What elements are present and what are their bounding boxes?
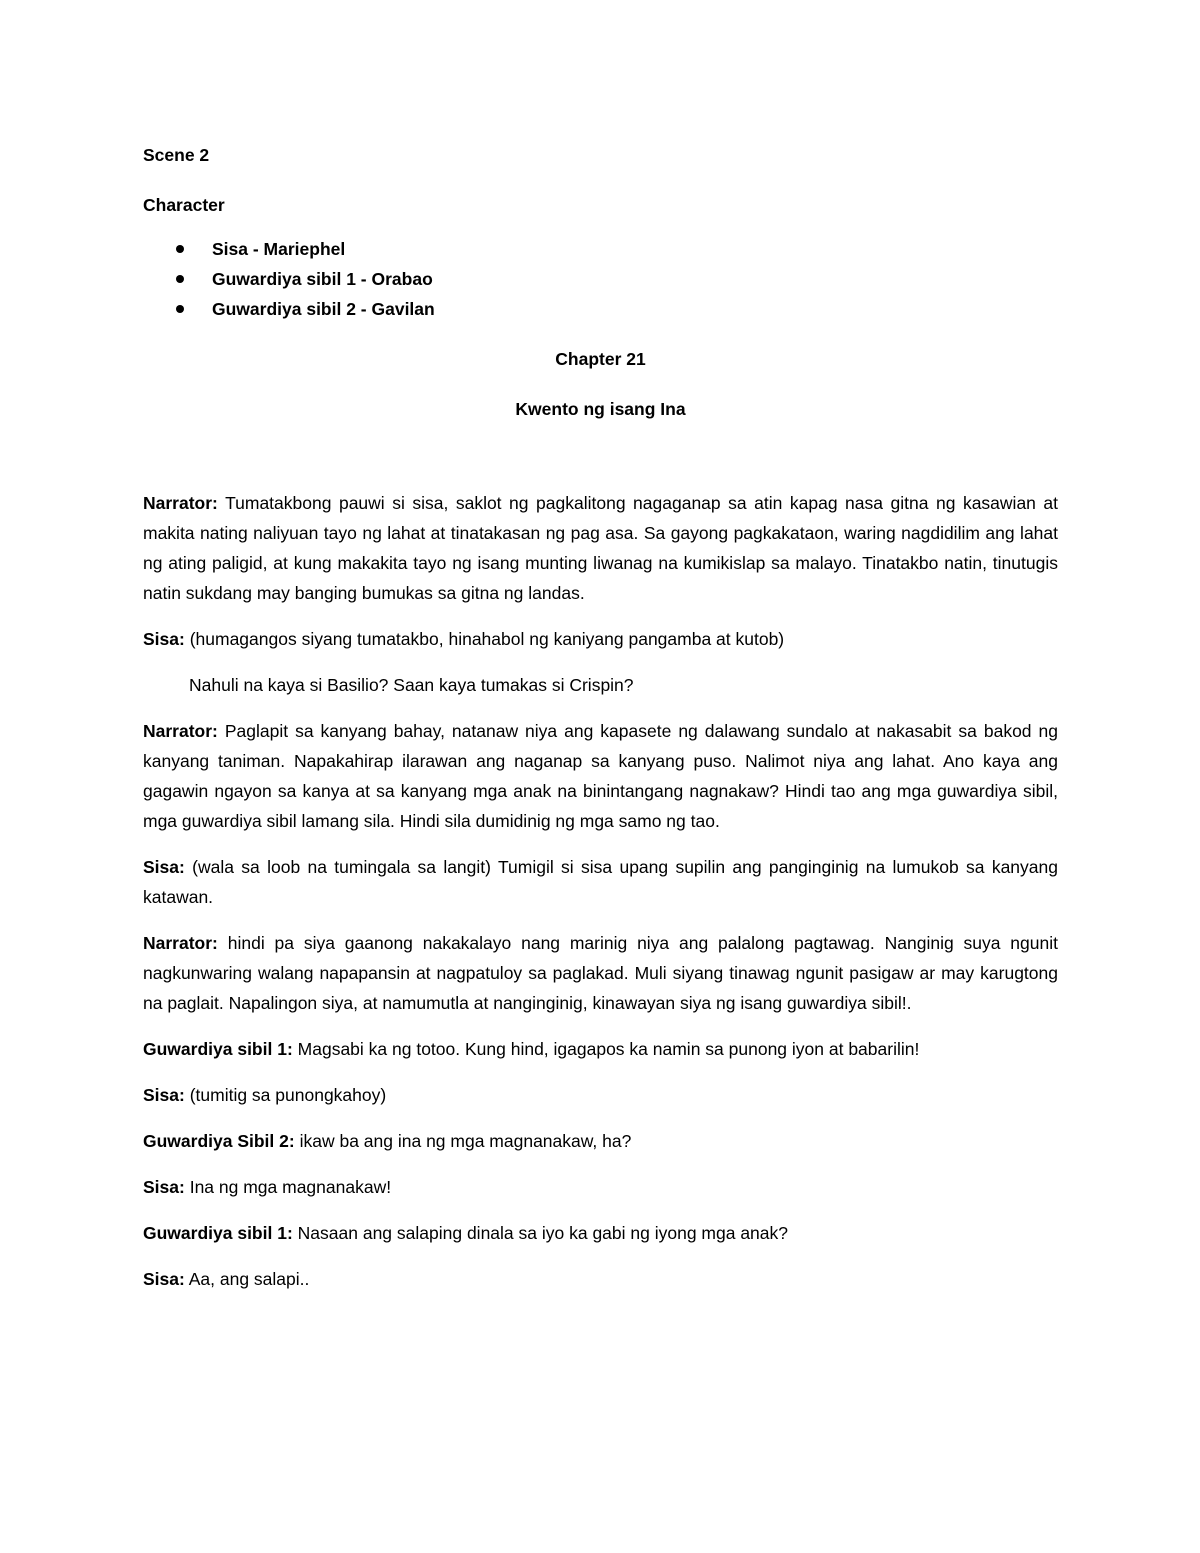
dialogue-text: (wala sa loob na tumingala sa langit) Tumigil si sisa upang supilin ang panginginig na lumukob sa kanyang katawan.: [143, 857, 1058, 907]
document-page: [143, 140, 1058, 1310]
speaker-label: Guwardiya sibil 1:: [143, 1039, 293, 1059]
dialogue-line: [143, 1126, 1058, 1156]
character-heading: Character: [143, 195, 225, 215]
dialogue-text: ikaw ba ang ina ng mga magnanakaw, ha?: [299, 1131, 632, 1151]
dialogue-line: [143, 1218, 1058, 1248]
cast-name: Guwardiya sibil 2 - Gavilan: [212, 299, 435, 319]
dialogue-line: [143, 1264, 1058, 1294]
cast-list: [143, 234, 1058, 324]
dialogue-text: Paglapit sa kanyang bahay, natanaw niya ang kapasete ng dalawang sundalo at nakasabit sa bakod ng kanyang taniman. Napakahirap ilarawan ang naganap sa kanyang puso. Nalimot niya ang lahat. Ano kaya ang gagawin ngayon sa kanya at sa kanyang mga anak na binintangang nagnakaw? Hindi tao ang mga guwardiya sibil, mga guwardiya sibil lamang sila. Hindi sila dumidinig ng mga samo ng tao.: [143, 721, 1058, 831]
speaker-label: Sisa:: [143, 1177, 185, 1197]
bullet-icon: [176, 305, 184, 313]
dialogue-text: Aa, ang salapi..: [188, 1269, 310, 1289]
cast-item: [143, 264, 1058, 294]
bullet-icon: [176, 245, 184, 253]
dialogue-text: Tumatakbong pauwi si sisa, saklot ng pagkalitong nagaganap sa atin kapag nasa gitna ng kasawian at makita nating naliyuan tayo ng lahat at tinatakasan ng pag asa. Sa gayong pagkakataon, waring nagdidilim ang lahat ng ating paligid, at kung makakita tayo ng isang munting liwanag na kumikislap sa malayo. Tinatakbo natin, tinutugis natin sukdang may banging bumukas sa gitna ng landas.: [143, 493, 1059, 603]
speaker-label: Narrator:: [143, 721, 218, 741]
dialogue-line: [143, 670, 1058, 700]
dialogue-text: Nahuli na kaya si Basilio? Saan kaya tumakas si Crispin?: [189, 675, 634, 695]
speaker-label: Narrator:: [143, 493, 218, 513]
dialogue-line: [143, 624, 1058, 654]
speaker-label: Sisa:: [143, 857, 185, 877]
dialogue-text: hindi pa siya gaanong nakakalayo nang marinig niya ang palalong pagtawag. Nanginig suya ngunit nagkunwaring walang napapansin at nagpatuloy sa paglakad. Muli siyang tinawag ngunit pasigaw ar may karugtong na paglait. Napalingon siya, at namumutla at nanginginig, kinawayan siya ng isang guwardiya sibil!.: [143, 933, 1058, 1013]
scene-heading: Scene 2: [143, 145, 210, 165]
dialogue-line: [143, 488, 1058, 608]
cast-name: Guwardiya sibil 1 - Orabao: [212, 269, 433, 289]
speaker-label: Guwardiya sibil 1:: [143, 1223, 293, 1243]
dialogue-text: (humagangos siyang tumatakbo, hinahabol ng kaniyang pangamba at kutob): [189, 629, 785, 649]
cast-item: [143, 294, 1058, 324]
dialogue-line: [143, 1172, 1058, 1202]
dialogue-text: Magsabi ka ng totoo. Kung hind, igagapos ka namin sa punong iyon at babarilin!: [297, 1039, 920, 1059]
dialogue-text: Nasaan ang salaping dinala sa iyo ka gabi ng iyong mga anak?: [297, 1223, 788, 1243]
dialogue-text: (tumitig sa punongkahoy): [189, 1085, 387, 1105]
dialogue-line: [143, 852, 1058, 912]
speaker-label: Narrator:: [143, 933, 218, 953]
speaker-label: Sisa:: [143, 1269, 185, 1289]
dialogue-line: [143, 716, 1058, 836]
cast-name: Sisa - Mariephel: [212, 239, 346, 259]
dialogue-text: Ina ng mga magnanakaw!: [189, 1177, 392, 1197]
chapter-title: Kwento ng isang Ina: [515, 399, 686, 419]
speaker-label: Sisa:: [143, 1085, 185, 1105]
dialogue-line: [143, 928, 1058, 1018]
bullet-icon: [176, 275, 184, 283]
dialogue-line: [143, 1034, 1058, 1064]
chapter-heading: Chapter 21: [555, 349, 646, 369]
cast-item: [143, 234, 1058, 264]
speaker-label: Sisa:: [143, 629, 185, 649]
dialogue-line: [143, 1080, 1058, 1110]
speaker-label: Guwardiya Sibil 2:: [143, 1131, 295, 1151]
